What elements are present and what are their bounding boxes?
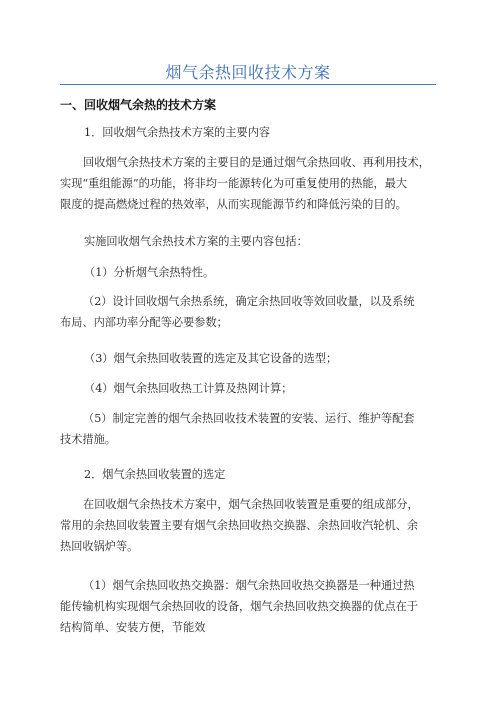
paragraph-4-line-2: 能传输机构实现烟气余热回收的设备，烟气余热回收热交换器的优点在于 bbox=[60, 600, 419, 613]
paragraph-4-line-3: 结构简单、安装方便，节能效 bbox=[60, 621, 206, 634]
list-item-5-line-1: （5）制定完善的烟气余热回收技术装置的安装、运行、维护等配套 bbox=[83, 412, 415, 425]
list-item-4: （4）烟气余热回收热工计算及热网计算； bbox=[84, 382, 293, 395]
paragraph-3-line-3: 热回收锅炉等。 bbox=[60, 540, 139, 553]
section-heading: 一、回收烟气余热的技术方案 bbox=[60, 98, 217, 112]
paragraph-1-line-1: 回收烟气余热技术方案的主要目的是通过烟气余热回收、再利用技术， bbox=[83, 156, 430, 169]
list-item-2 bbox=[60, 291, 415, 333]
list-item-5 bbox=[60, 408, 415, 450]
paragraph-1-line-2: 实现“重组能源”的功能，将非均一能源转化为可重复使用的热能，最大 bbox=[60, 177, 408, 190]
paragraph-3-line-2: 常用的余热回收装置主要有烟气余热回收热交换器、余热回收汽轮机、余 bbox=[60, 519, 419, 532]
document-title: 烟气余热回收技术方案 bbox=[165, 63, 331, 82]
paragraph-1-line-3: 限度的提高燃烧过程的热效率，从而实现能源节约和降低污染的目的。 bbox=[60, 198, 407, 211]
paragraph-1 bbox=[60, 152, 430, 215]
title-underline bbox=[60, 84, 436, 85]
subsection-title-1: 1．回收烟气余热技术方案的主要内容 bbox=[84, 126, 271, 139]
list-item-1: （1）分析烟气余热特性。 bbox=[84, 266, 215, 279]
list-item-5-line-2: 技术措施。 bbox=[60, 433, 116, 446]
paragraph-3-line-1: 在回收烟气余热技术方案中，烟气余热回收装置是重要的组成部分， bbox=[83, 498, 419, 511]
subsection-title-2: 2．烟气余热回收装置的选定 bbox=[84, 468, 226, 481]
paragraph-3 bbox=[60, 494, 419, 557]
paragraph-4-line-1: （1）烟气余热回收热交换器：烟气余热回收热交换器是一种通过热 bbox=[83, 579, 415, 592]
list-item-3: （3）烟气余热回收装置的选定及其它设备的选型； bbox=[84, 352, 338, 365]
paragraph-4 bbox=[60, 575, 418, 638]
list-item-2-line-1: （2）设计回收烟气余热系统，确定余热回收等效回收量，以及系统 bbox=[83, 295, 415, 308]
paragraph-2: 实施回收烟气余热技术方案的主要内容包括： bbox=[84, 235, 308, 248]
list-item-2-line-2: 布局、内部功率分配等必要参数； bbox=[60, 316, 228, 329]
